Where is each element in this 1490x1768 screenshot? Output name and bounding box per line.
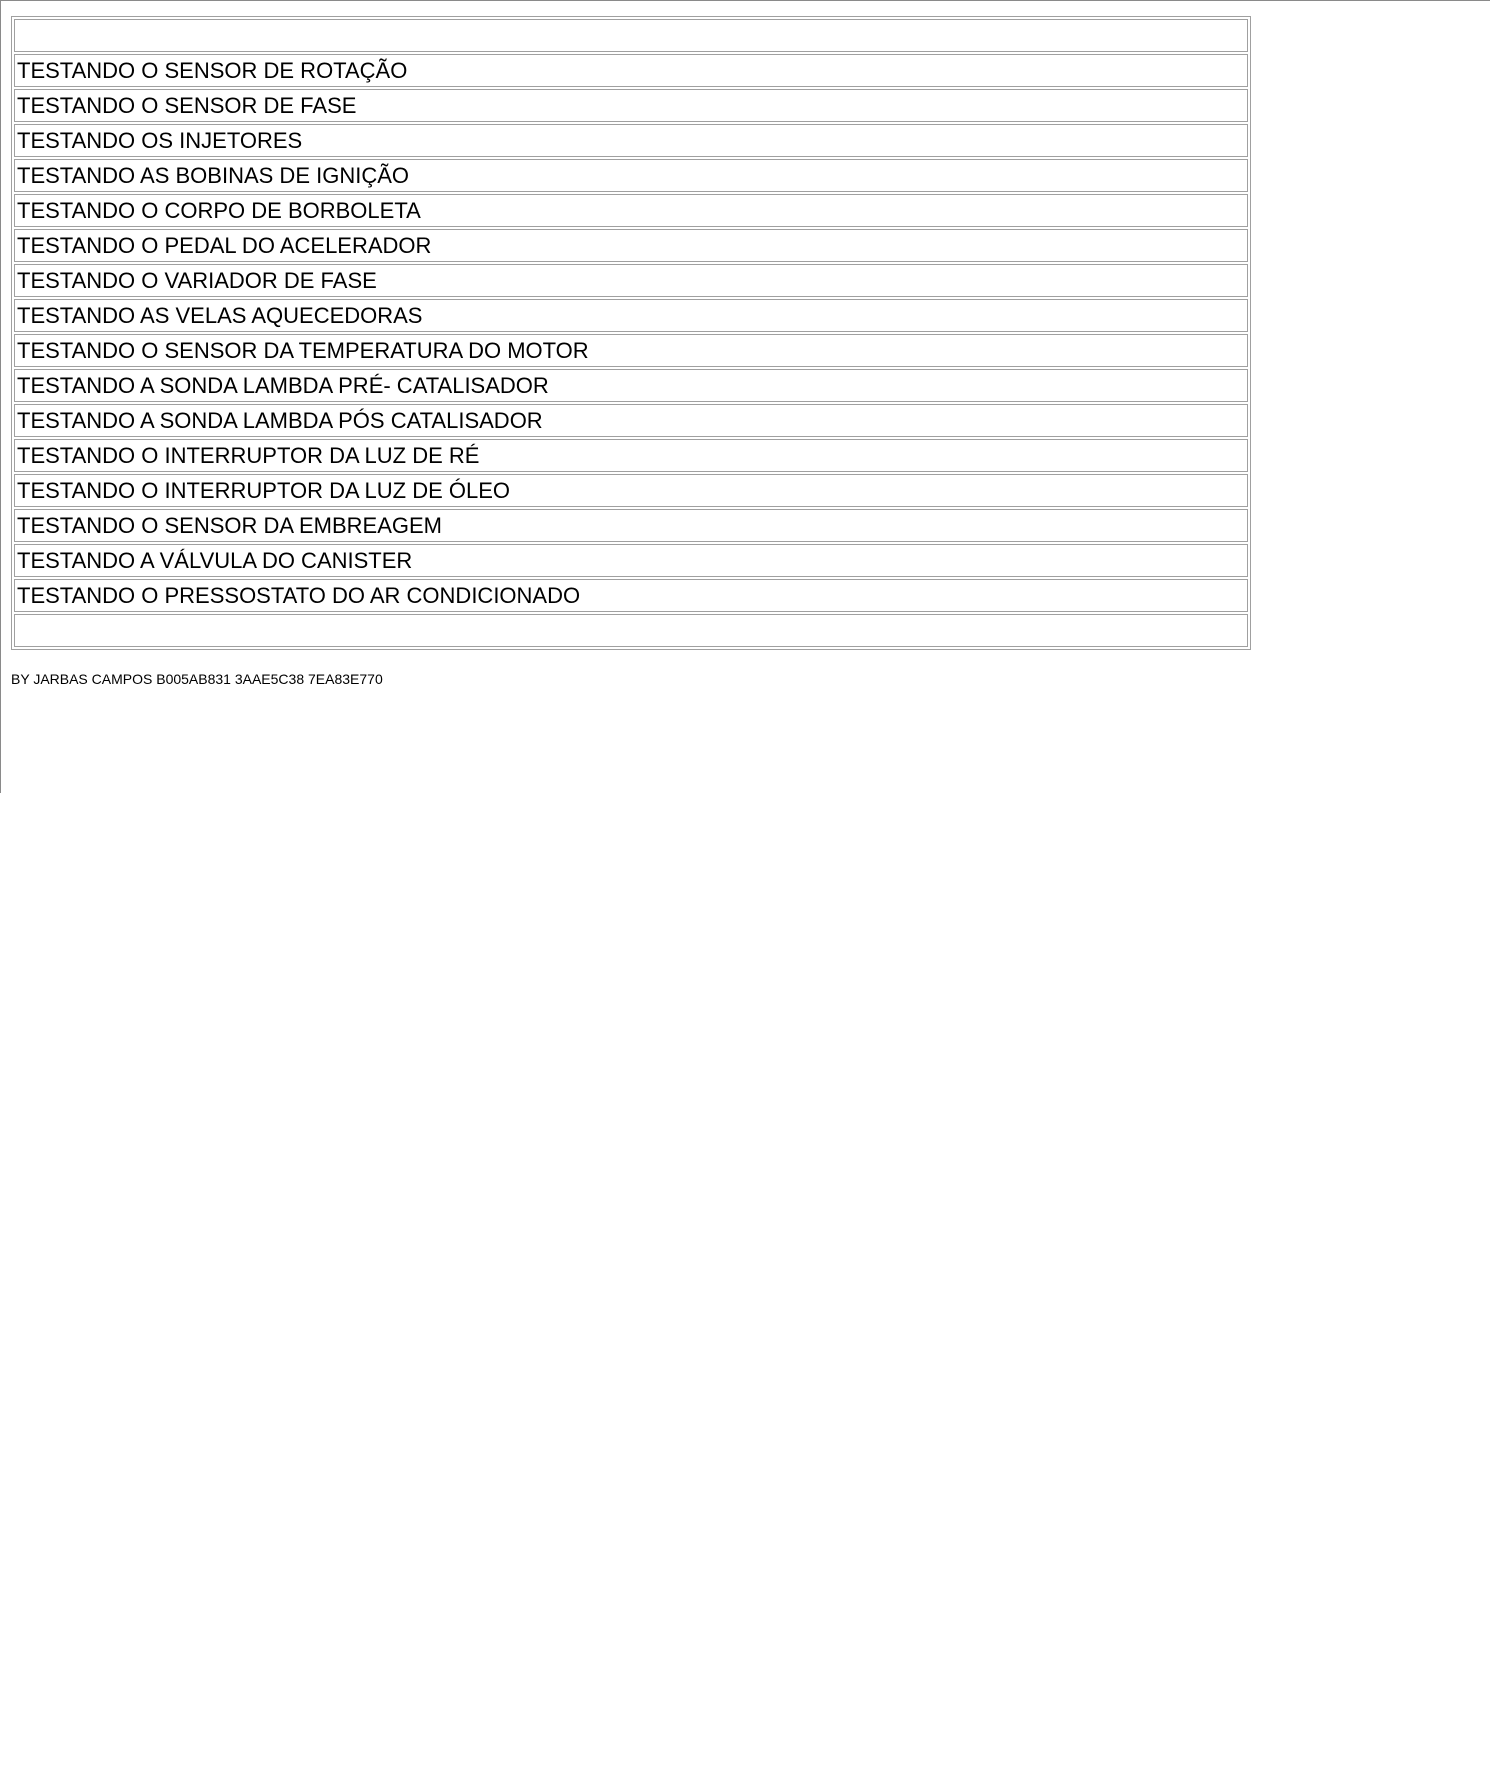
table-row-corpo-borboleta[interactable]: TESTANDO O CORPO DE BORBOLETA — [14, 194, 1248, 227]
table-row-sensor-embreagem[interactable]: TESTANDO O SENSOR DA EMBREAGEM — [14, 509, 1248, 542]
table-row-injetores[interactable]: TESTANDO OS INJETORES — [14, 124, 1248, 157]
table-row-interruptor-luz-oleo[interactable]: TESTANDO O INTERRUPTOR DA LUZ DE ÓLEO — [14, 474, 1248, 507]
table-row-empty-top — [14, 19, 1248, 52]
table-row-sensor-rotacao[interactable]: TESTANDO O SENSOR DE ROTAÇÃO — [14, 54, 1248, 87]
table-row-pedal-acelerador[interactable]: TESTANDO O PEDAL DO ACELERADOR — [14, 229, 1248, 262]
table-row-sensor-temperatura-motor[interactable]: TESTANDO O SENSOR DA TEMPERATURA DO MOTOR — [14, 334, 1248, 367]
page-frame-left-border — [0, 0, 1, 793]
table-row-bobinas-ignicao[interactable]: TESTANDO AS BOBINAS DE IGNIÇÃO — [14, 159, 1248, 192]
table-row-sonda-lambda-pre[interactable]: TESTANDO A SONDA LAMBDA PRÉ- CATALISADOR — [14, 369, 1248, 402]
table-row-empty-bottom — [14, 614, 1248, 647]
table-row-sonda-lambda-pos[interactable]: TESTANDO A SONDA LAMBDA PÓS CATALISADOR — [14, 404, 1248, 437]
footer-credit: BY JARBAS CAMPOS B005AB831 3AAE5C38 7EA83E770 — [11, 671, 383, 687]
table-row-velas-aquecedoras[interactable]: TESTANDO AS VELAS AQUECEDORAS — [14, 299, 1248, 332]
table-row-valvula-canister[interactable]: TESTANDO A VÁLVULA DO CANISTER — [14, 544, 1248, 577]
test-menu-table — [11, 16, 1251, 650]
table-row-sensor-fase[interactable]: TESTANDO O SENSOR DE FASE — [14, 89, 1248, 122]
table-row-interruptor-luz-re[interactable]: TESTANDO O INTERRUPTOR DA LUZ DE RÉ — [14, 439, 1248, 472]
table-row-variador-fase[interactable]: TESTANDO O VARIADOR DE FASE — [14, 264, 1248, 297]
table-row-pressostato-ar[interactable]: TESTANDO O PRESSOSTATO DO AR CONDICIONADO — [14, 579, 1248, 612]
page-frame-top-border — [0, 0, 1490, 1]
